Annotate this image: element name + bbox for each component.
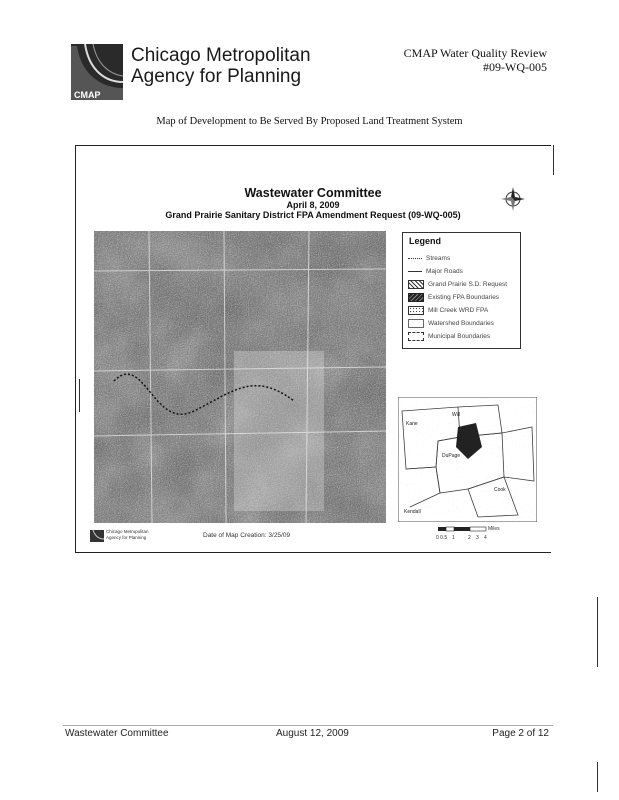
hatched-swatch-icon [408, 280, 424, 289]
legend-item-existing-fpa: Existing FPA Boundaries [408, 292, 499, 303]
scan-mark [597, 762, 598, 792]
map-legend [402, 232, 521, 349]
map-date: April 8, 2009 [286, 200, 340, 210]
review-heading [404, 46, 547, 74]
map-title: Wastewater Committee [244, 186, 382, 200]
dark-hatched-swatch-icon [408, 293, 424, 302]
legend-item-grand-prairie-request: Grand Prairie S.D. Request [408, 279, 507, 290]
legend-title: Legend [409, 236, 442, 246]
outline-swatch-icon [408, 319, 424, 328]
inset-label-cook: Cook [494, 487, 506, 493]
inset-locator-map [398, 397, 537, 522]
scan-mark [553, 145, 554, 175]
inset-label-will: Will [452, 412, 461, 418]
logo-text: CMAP [74, 90, 101, 100]
map-frame-bottom [75, 552, 551, 553]
dotted-line-swatch-icon [408, 258, 422, 259]
footer-page-number: Page 2 of 12 [492, 728, 549, 739]
footer-committee: Wastewater Committee [65, 728, 169, 739]
compass-rose-icon [500, 186, 526, 212]
map-frame-top [75, 145, 551, 146]
footer-date: August 12, 2009 [276, 728, 349, 739]
scan-mark [79, 379, 80, 412]
scale-tick-3: 3 [476, 535, 479, 541]
scan-mark [597, 597, 598, 667]
legend-item-municipal: Municipal Boundaries [408, 331, 490, 342]
cmap-logo [71, 44, 123, 100]
legend-item-streams: Streams [408, 253, 450, 264]
legend-item-watershed: Watershed Boundaries [408, 318, 494, 329]
legend-item-major-roads: Major Roads [408, 266, 463, 277]
map-footer-org: Chicago Metropolitan Agency for Planning [106, 529, 149, 540]
legend-item-mill-creek: Mill Creek WRD FPA [408, 305, 488, 316]
map-subtitle: Grand Prairie Sanitary District FPA Amendment Request (09-WQ-005) [165, 210, 461, 220]
organization-name: Chicago Metropolitan Agency for Planning [131, 45, 311, 87]
scale-tick-4: 4 [484, 535, 487, 541]
review-number: #09-WQ-005 [483, 60, 547, 74]
inset-label-dupage: DuPage [442, 453, 461, 459]
solid-line-swatch-icon [408, 271, 422, 272]
review-title: CMAP Water Quality Review [403, 46, 547, 60]
map-footer-logo [90, 529, 150, 543]
scale-bar [436, 525, 516, 543]
scale-unit: Miles [488, 526, 500, 532]
inset-label-kendall: Kendall [404, 509, 421, 515]
footer-rule [63, 725, 553, 726]
scale-tick-2: 2 [468, 535, 471, 541]
document-title: Map of Development to Be Served By Proposed Land Treatment System [156, 116, 463, 127]
dotted-fill-swatch-icon [408, 306, 424, 315]
aerial-map-image [94, 231, 386, 523]
scale-tick-1: 1 [452, 535, 455, 541]
inset-label-kane: Kane [406, 421, 418, 427]
map-creation-date: Date of Map Creation: 3/25/09 [203, 532, 291, 539]
scale-tick-0: 0 0.5 [436, 535, 448, 541]
dashed-outline-swatch-icon [408, 332, 424, 341]
